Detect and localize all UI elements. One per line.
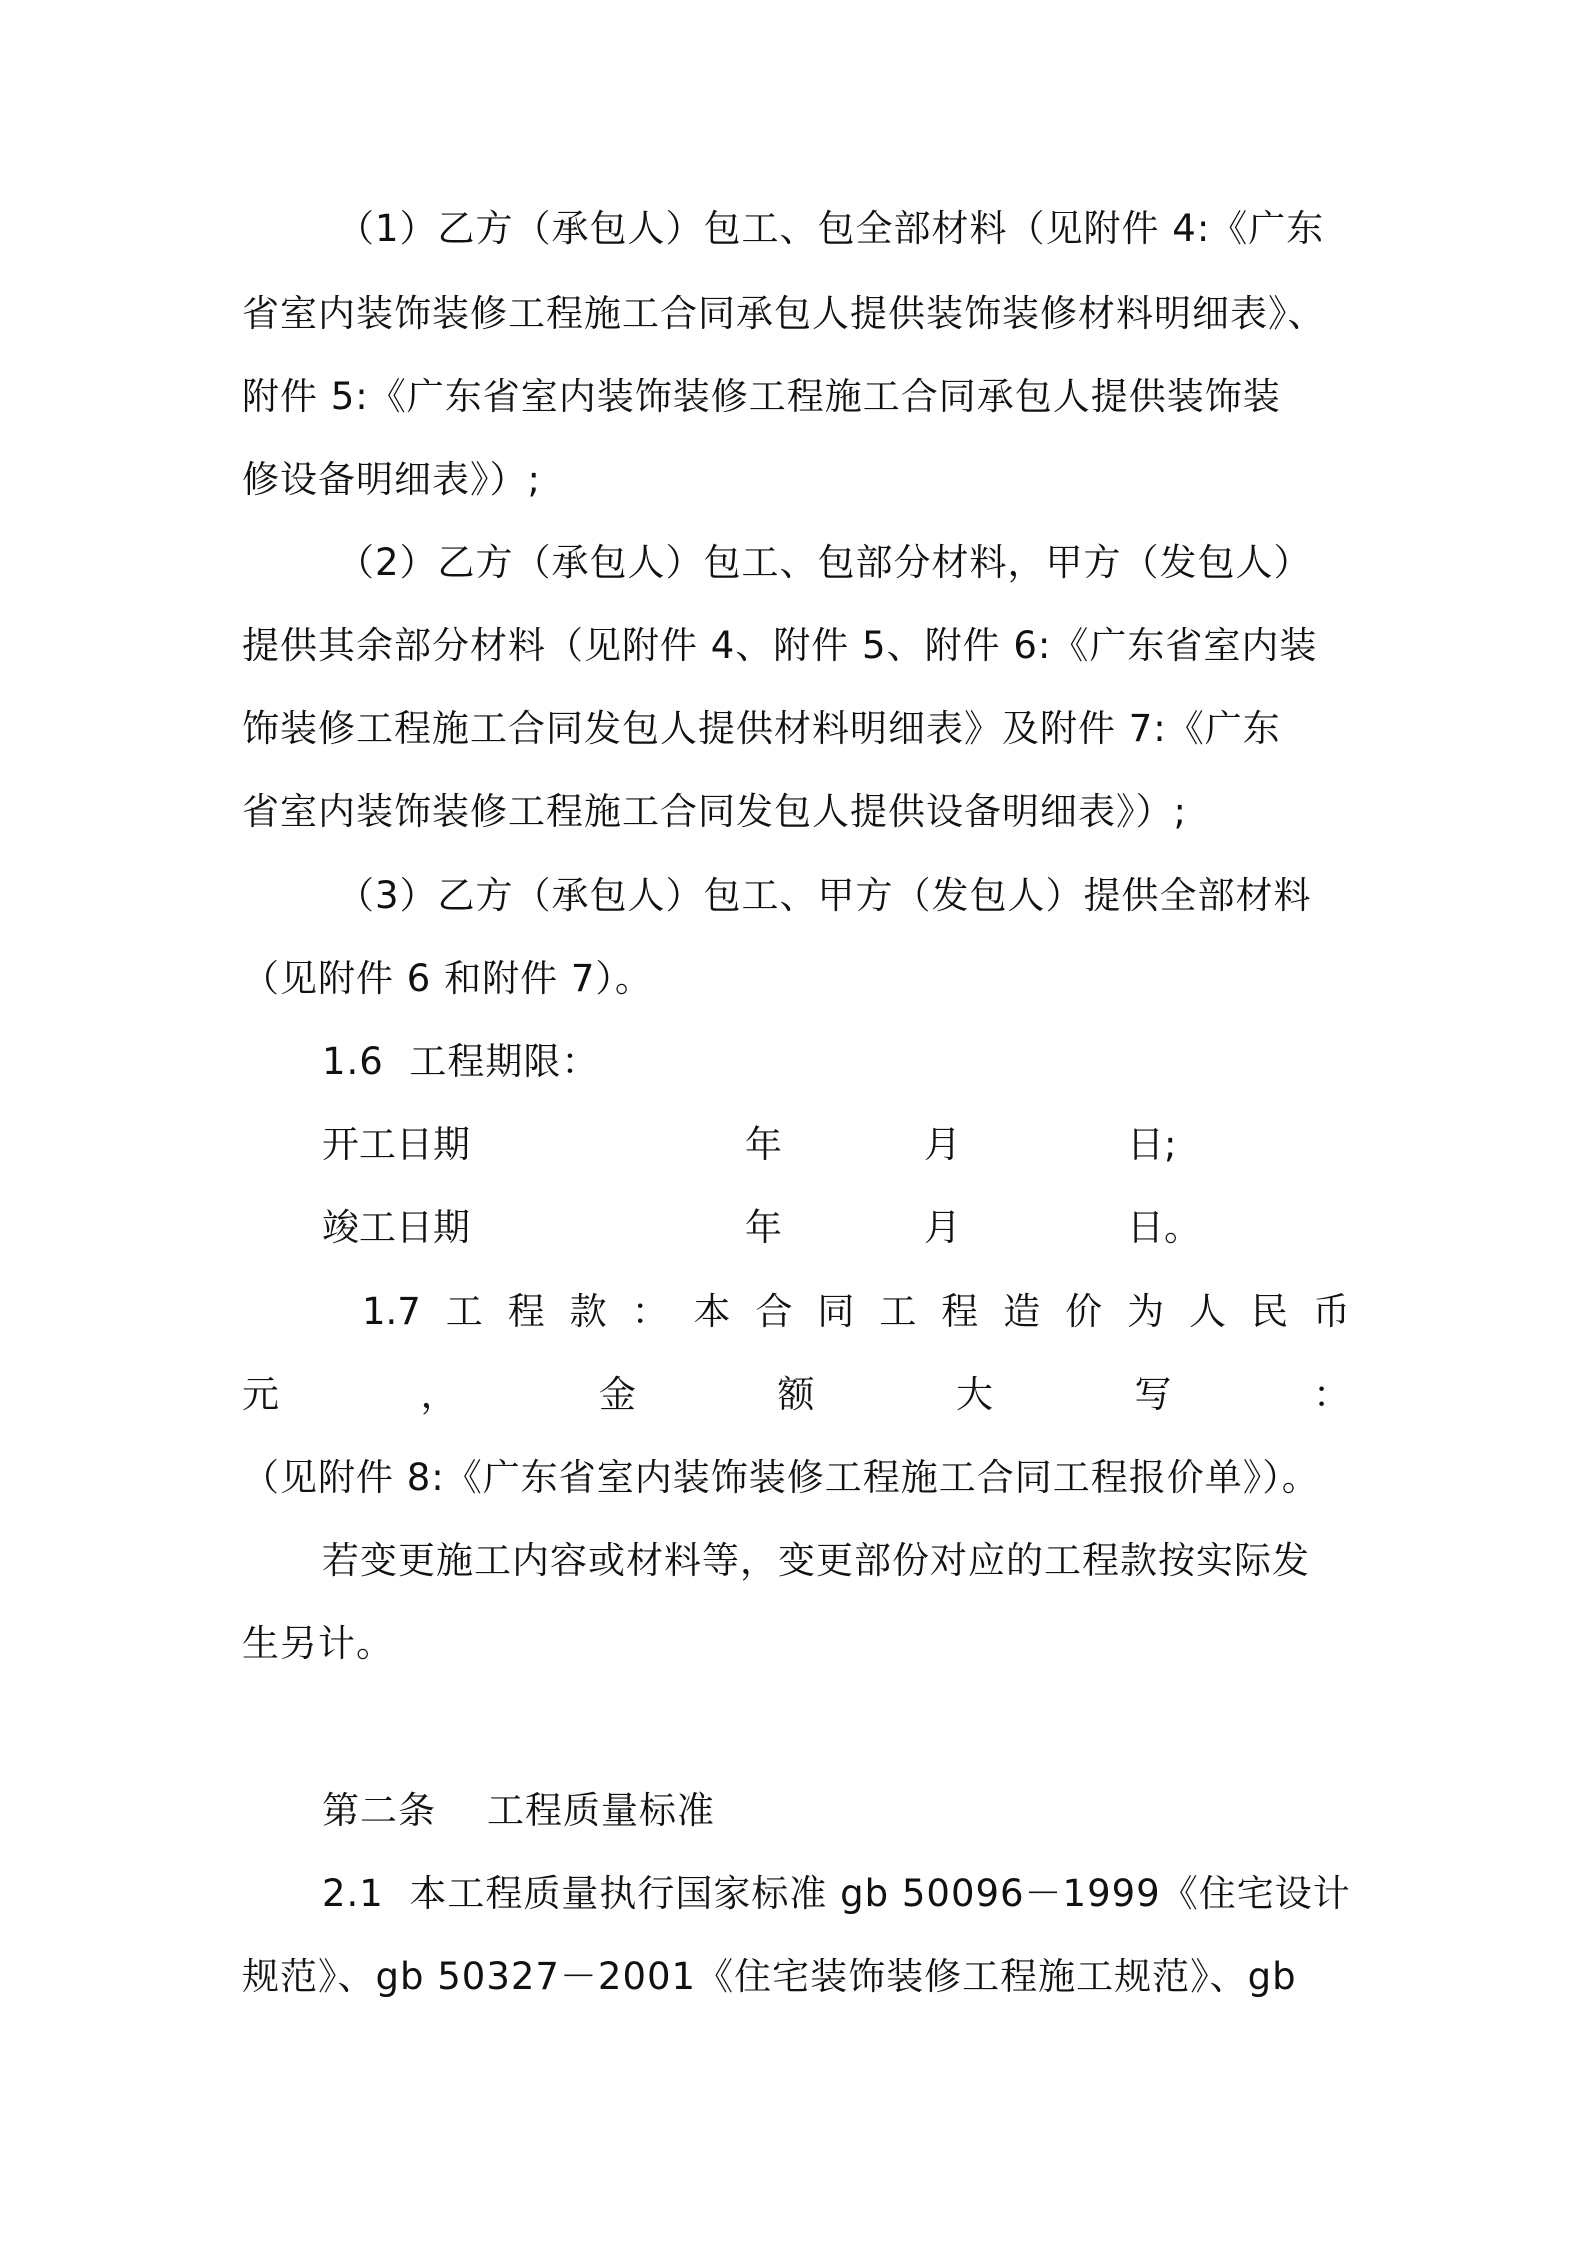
para3-line2: （见附件 6 和附件 7）。: [242, 957, 653, 1000]
end-year-label: 年: [745, 1206, 782, 1249]
justified-char: 工: [445, 1290, 483, 1333]
justified-char: ，: [420, 1373, 458, 1416]
para1-line3: 附件 5:《广东省室内装饰装修工程施工合同承包人提供装饰装: [242, 375, 1281, 418]
start-date-label: 开工日期: [322, 1123, 470, 1166]
section-1-6-heading: 1.6 工程期限：: [322, 1040, 600, 1083]
para2-line2: 提供其余部分材料（见附件 4、附件 5、附件 6:《广东省室内装: [242, 624, 1318, 667]
justified-char: ：: [1313, 1373, 1350, 1416]
para2-line1: （2）乙方（承包人）包工、包部分材料，甲方（发包人）: [337, 541, 1312, 584]
end-month-label: 月: [924, 1206, 961, 1249]
para1-line2: 省室内装饰装修工程施工合同承包人提供装饰装修材料明细表》、: [242, 292, 1326, 335]
section-1-7-line1: [362, 1287, 1350, 1337]
justified-char: 人: [1189, 1290, 1227, 1333]
justified-char: 程: [507, 1290, 545, 1333]
start-month-label: 月: [924, 1123, 961, 1166]
justified-char: 价: [1065, 1290, 1103, 1333]
justified-char: 金: [599, 1373, 636, 1416]
justified-char: 元: [242, 1373, 279, 1416]
end-date-label: 竣工日期: [322, 1206, 470, 1249]
justified-char: 写: [1134, 1373, 1172, 1416]
start-day-label: 日;: [1127, 1123, 1177, 1166]
article-2-line1: 2.1 本工程质量执行国家标准 gb 50096－1999《住宅设计: [322, 1872, 1351, 1915]
justified-char: 工: [879, 1290, 917, 1333]
justified-char: 币: [1312, 1290, 1350, 1333]
article-2-line2: 规范》、gb 50327－2001《住宅装饰装修工程施工规范》、gb: [242, 1955, 1297, 1998]
justified-char: 同: [817, 1290, 855, 1333]
justified-char: 为: [1127, 1290, 1165, 1333]
article-2-heading: 第二条 工程质量标准: [322, 1789, 716, 1832]
justified-char: 合: [755, 1290, 793, 1333]
justified-char: 程: [941, 1290, 979, 1333]
justified-char: 款: [569, 1290, 607, 1333]
section-1-7-line4: 若变更施工内容或材料等，变更部份对应的工程款按实际发: [322, 1539, 1310, 1582]
para3-line1: （3）乙方（承包人）包工、甲方（发包人）提供全部材料: [337, 874, 1312, 917]
para2-line4: 省室内装饰装修工程施工合同发包人提供设备明细表》）;: [242, 790, 1187, 833]
section-1-7-line3: （见附件 8:《广东省室内装饰装修工程施工合同工程报价单》）。: [242, 1456, 1320, 1499]
justified-char: 大: [956, 1373, 993, 1416]
justified-char: 本: [693, 1290, 731, 1333]
para2-line3: 饰装修工程施工合同发包人提供材料明细表》及附件 7:《广东: [242, 707, 1281, 750]
justified-char: 额: [777, 1373, 815, 1416]
para1-line1: （1）乙方（承包人）包工、包全部材料（见附件 4:《广东: [337, 207, 1325, 250]
start-year-label: 年: [745, 1123, 782, 1166]
para1-line4: 修设备明细表》）;: [242, 458, 541, 501]
section-1-7-line2: [242, 1370, 1350, 1420]
end-day-label: 日。: [1127, 1206, 1201, 1249]
justified-char: 造: [1003, 1290, 1041, 1333]
justified-char: 民: [1250, 1290, 1288, 1333]
justified-char: 1.7: [362, 1290, 421, 1333]
justified-char: ：: [631, 1290, 669, 1333]
section-1-7-line5: 生另计。: [242, 1622, 394, 1665]
